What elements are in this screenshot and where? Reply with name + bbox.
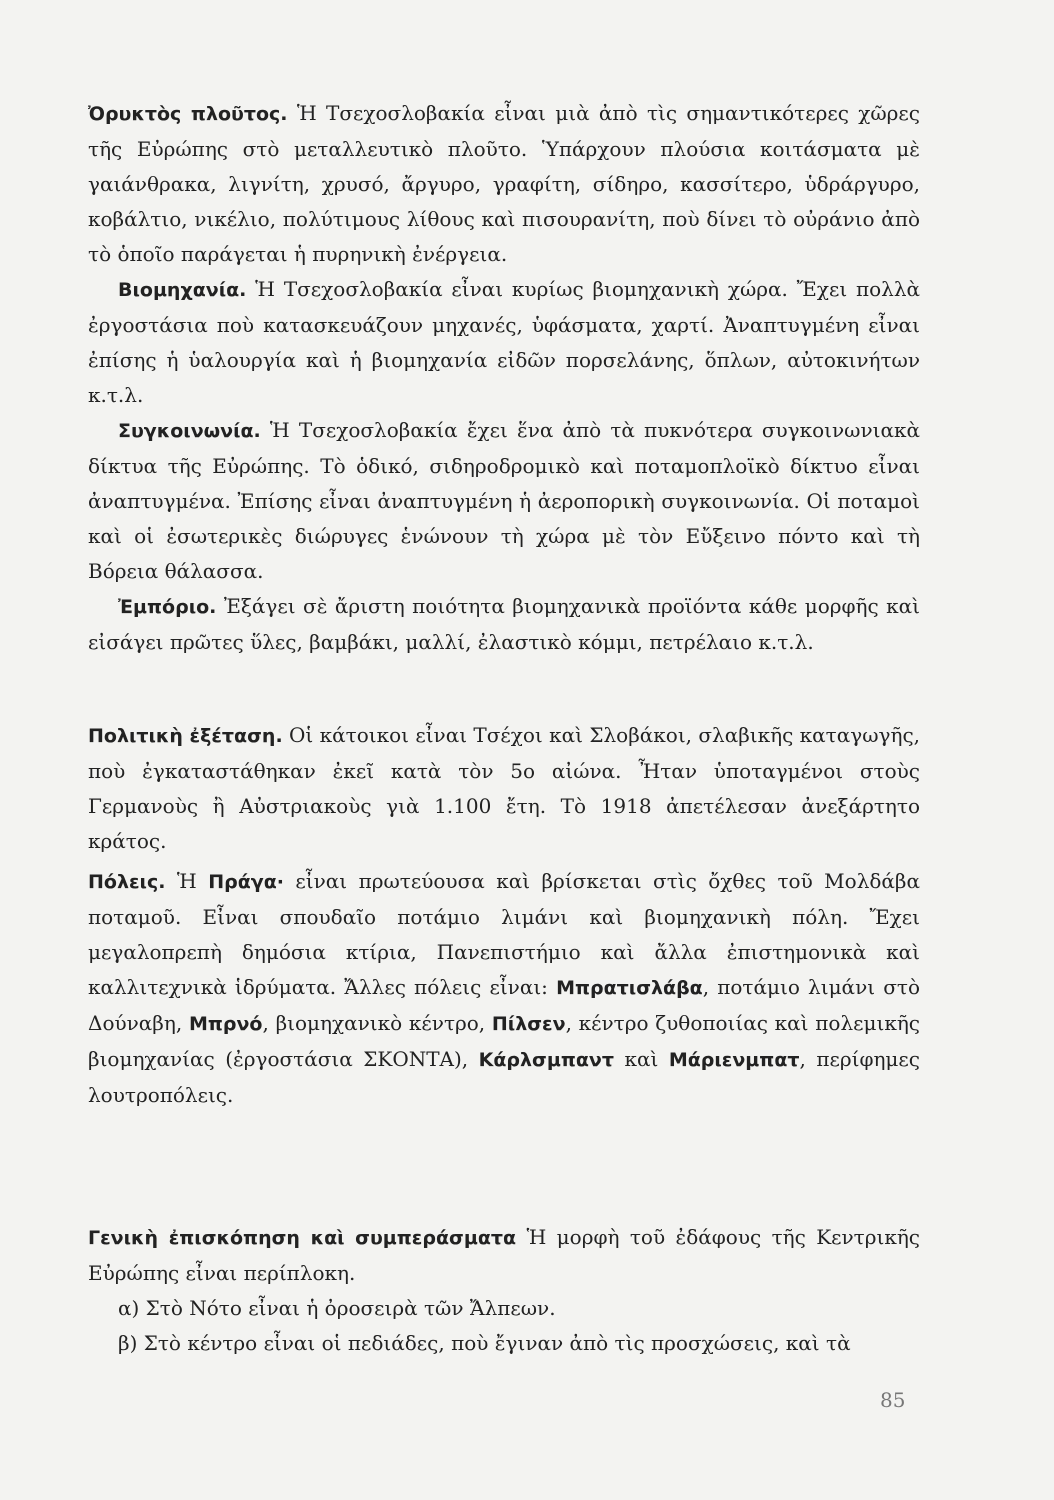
politics-section — [88, 718, 920, 859]
heading-transport: Συγκοινωνία. — [118, 420, 261, 442]
city-pilsen: Πίλσεν — [491, 1013, 566, 1035]
cities-section — [88, 864, 920, 1113]
summary-item-b: β) Στὸ κέντρο εἶναι οἱ πεδιάδες, ποὺ ἔγιναν ἀπὸ τὶς προσχώσεις, καὶ τὰ — [118, 1331, 851, 1355]
page-number: 85 — [880, 1388, 906, 1412]
city-karlsbad: Κάρλσμπαντ — [478, 1049, 614, 1071]
city-prague: Πράγα· — [208, 871, 284, 893]
paragraph-trade: Ἐμπόριο. Ἐξάγει σὲ ἄριστη ποιότητα βιομηχανικὰ προϊόντα κάθε μορφῆς καὶ εἰσάγει πρῶτες ὕλες, βαμβάκι, μαλλί, ἐλαστικὸ κόμμι, πετρέλαιο κ.τ.λ. — [88, 594, 920, 654]
paragraph-politics: Πολιτικὴ ἐξέταση. Οἱ κάτοικοι εἶναι Τσέχοι καὶ Σλοβάκοι, σλαβικῆς καταγωγῆς, ποὺ ἐγκαταστάθηκαν ἐκεῖ κατὰ τὸν 5ο αἰώνα. Ἦταν ὑποταγμένοι στοὺς Γερμανοὺς ἢ Αὐστριακοὺς γιὰ 1.100 ἔτη. Τὸ 1918 ἀπετέλεσαν ἀνεξάρτητο κράτος. — [88, 723, 921, 853]
city-bratislava: Μπρατισλάβα — [556, 977, 703, 999]
heading-minerals: Ὀρυκτὸς πλοῦτος. — [88, 103, 288, 125]
paragraph-transport: Συγκοινωνία. Ἡ Τσεχοσλοβακία ἔχει ἕνα ἀπὸ τὰ πυκνότερα συγκοινωνιακὰ δίκτυα τῆς Εὐρώπης. Τὸ ὁδικό, σιδηροδρομικὸ καὶ ποταμοπλοϊκὸ δίκτυο εἶναι ἀναπτυγμένα. Ἐπίσης εἶναι ἀναπτυγμένη ἡ ἀεροπορικὴ συγκοινωνία. Οἱ ποταμοὶ καὶ οἱ ἐσωτερικὲς διώρυγες ἑνώνουν τὴ χώρα μὲ τὸν Εὔξεινο πόντο καὶ τὴ Βόρεια θάλασσα. — [88, 418, 920, 583]
economy-section — [88, 96, 920, 660]
city-marienbad: Μάριενμπατ — [668, 1049, 800, 1071]
summary-section — [88, 1220, 920, 1361]
paragraph-summary: Γενικὴ ἐπισκόπηση καὶ συμπεράσματα Ἡ μορφὴ τοῦ ἐδάφους τῆς Κεντρικῆς Εὐρώπης εἶναι περίπλοκη. — [88, 1225, 921, 1285]
heading-cities: Πόλεις. — [88, 871, 166, 893]
city-brno: Μπρνό — [188, 1013, 263, 1035]
heading-summary: Γενικὴ ἐπισκόπηση καὶ συμπεράσματα — [88, 1227, 517, 1249]
paragraph-industry: Βιομηχανία. Ἡ Τσεχοσλοβακία εἶναι κυρίως βιομηχανικὴ χώρα. Ἔχει πολλὰ ἐργοστάσια ποὺ κατασκευάζουν μηχανές, ὑφάσματα, χαρτί. Ἀναπτυγμένη εἶναι ἐπίσης ἡ ὑαλουργία καὶ ἡ βιομηχανία εἰδῶν πορσελάνης, ὅπλων, αὐτοκινήτων κ.τ.λ. — [88, 277, 920, 407]
heading-politics: Πολιτικὴ ἐξέταση. — [88, 725, 283, 747]
heading-industry: Βιομηχανία. — [118, 279, 247, 301]
paragraph-minerals: Ὀρυκτὸς πλοῦτος. Ἡ Τσεχοσλοβακία εἶναι μιὰ ἀπὸ τὶς σημαντικότερες χῶρες τῆς Εὐρώπης στὸ μεταλλευτικὸ πλοῦτο. Ὑπάρχουν πλούσια κοιτάσματα μὲ γαιάνθρακα, λιγνίτη, χρυσό, ἄργυρο, γραφίτη, σίδηρο, κασσίτερο, ὑδράργυρο, κοβάλτιο, νικέλιο, πολύτιμους λίθους καὶ πισουρανίτη, ποὺ δίνει τὸ οὐράνιο ἀπὸ τὸ ὁποῖο παράγεται ἡ πυρηνικὴ ἐνέργεια. — [88, 101, 920, 266]
summary-item-a: α) Στὸ Νότο εἶναι ἡ ὀροσειρὰ τῶν Ἄλπεων. — [118, 1296, 556, 1320]
heading-trade: Ἐμπόριο. — [118, 596, 217, 618]
paragraph-cities: Πόλεις. Ἡ Πράγα· εἶναι πρωτεύουσα καὶ βρίσκεται στὶς ὄχθες τοῦ Μολδάβα ποταμοῦ. Εἶναι σπουδαῖο ποτάμιο λιμάνι καὶ βιομηχανικὴ πόλη. Ἔχει μεγαλοπρεπὴ δημόσια κτίρια, Πανεπιστήμιο καὶ ἄλλα ἐπιστημονικὰ καὶ καλλιτεχνικὰ ἱδρύματα. Ἄλλες πόλεις εἶναι: Μπρατισλάβα, ποτάμιο λιμάνι στὸ Δούναβη, Μπρνό, βιομηχανικὸ κέντρο, Πίλσεν, κέντρο ζυθοποιίας καὶ πολεμικῆς βιομηχανίας (ἐργοστάσια ΣΚΟΝΤΑ), Κάρλσμπαντ καὶ Μάριενμπατ, περίφημες λουτροπόλεις. — [88, 869, 920, 1107]
